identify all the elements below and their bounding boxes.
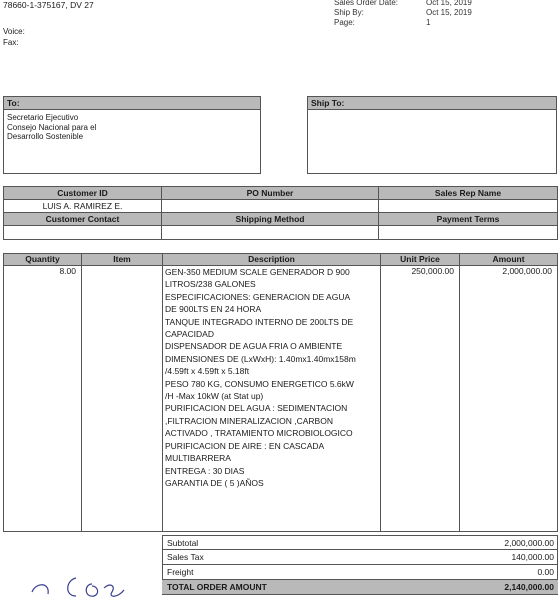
customer-contact-header: Customer Contact — [45, 214, 120, 224]
description-line: PURIFICACION DEL AGUA : SEDIMENTACION — [165, 403, 348, 414]
total-value: 2,140,000.00 — [504, 582, 554, 592]
freight-value: 0.00 — [537, 567, 554, 577]
description-line: ACTIVADO , TRATAMIENTO MICROBIOLOGICO — [165, 428, 353, 439]
sales-order-date-value: Oct 15, 2019 — [426, 0, 472, 7]
customer-info-table — [3, 186, 558, 240]
total-row — [162, 580, 558, 595]
ship-to-box — [307, 96, 557, 174]
subtotal-row — [162, 535, 558, 550]
description-header: Description — [248, 254, 295, 264]
unit-price-header: Unit Price — [400, 254, 440, 264]
description-line: MULTIBARRERA — [165, 453, 231, 464]
description-line: GEN-350 MEDIUM SCALE GENERADOR D 900 — [165, 267, 350, 277]
description-line: ,FILTRACION MINERALIZACION ,CARBON — [165, 415, 333, 426]
ship-to-label: Ship To: — [308, 97, 556, 110]
subtotal-label: Subtotal — [167, 538, 199, 548]
tax-id: 78660-1-375167, DV 27 — [3, 0, 94, 10]
total-label: TOTAL ORDER AMOUNT — [167, 582, 267, 592]
description-line: PESO 780 KG, CONSUMO ENERGETICO 5.6kW — [165, 378, 354, 389]
fax-label: Fax: — [3, 38, 19, 47]
ship-by-value: Oct 15, 2019 — [426, 8, 472, 17]
page-number: 1 — [426, 18, 431, 27]
description-line: ESPECIFICACIONES: GENERACION DE AGUA — [165, 291, 351, 302]
customer-id-header: Customer ID — [57, 188, 108, 198]
payment-terms-header: Payment Terms — [436, 214, 500, 224]
items-table — [3, 253, 558, 532]
item-amount: 2,000,000.00 — [502, 266, 552, 276]
description-line: DISPENSADOR DE AGUA FRIA O AMBIENTE — [165, 341, 343, 352]
sales-order-date-label: Sales Order Date: — [334, 0, 399, 7]
sales-tax-row — [162, 550, 558, 565]
sales-tax-label: Sales Tax — [167, 552, 204, 562]
to-line: Consejo Nacional para el — [7, 122, 97, 132]
quantity-header: Quantity — [25, 254, 60, 264]
description-line: GARANTIA DE ( 5 )AÑOS — [165, 477, 264, 488]
to-line: Secretario Ejecutivo — [7, 113, 79, 122]
amount-header: Amount — [492, 254, 525, 264]
subtotal-value: 2,000,000.00 — [504, 538, 554, 548]
signature — [28, 568, 158, 600]
item-quantity: 8.00 — [59, 266, 76, 276]
sales-rep-header: Sales Rep Name — [434, 188, 502, 198]
description-line: /4.59ft x 4.59ft x 5.18ft — [165, 366, 250, 377]
ship-by-label: Ship By: — [334, 8, 364, 17]
to-line: Desarrollo Sostenible — [7, 132, 84, 141]
description-line: ENTREGA : 30 DIAS — [165, 465, 245, 476]
description-line: /H -Max 10kW (at Stat up) — [165, 391, 264, 402]
description-line: TANQUE INTEGRADO INTERNO DE 200LTS DE — [165, 316, 354, 327]
item-header: Item — [113, 254, 131, 264]
description-line: DE 900LTS EN 24 HORA — [165, 304, 262, 315]
item-description — [165, 266, 356, 489]
to-box — [3, 96, 261, 174]
freight-label: Freight — [167, 567, 194, 577]
description-line: LITROS/238 GALONES — [165, 279, 256, 290]
shipping-method-header: Shipping Method — [235, 214, 305, 224]
freight-row — [162, 565, 558, 580]
to-label: To: — [4, 97, 260, 110]
description-line: CAPACIDAD — [165, 329, 214, 340]
customer-id-value: LUIS A. RAMIREZ E. — [42, 201, 123, 211]
voice-label: Voice: — [3, 27, 25, 36]
sales-tax-value: 140,000.00 — [511, 552, 554, 562]
page-label: Page: — [334, 18, 355, 27]
description-line: DIMENSIONES DE (LxWxH): 1.40mx1.40mx158m — [165, 353, 356, 364]
item-unit-price: 250,000.00 — [411, 266, 454, 276]
description-line: PURIFICACION DE AIRE : EN CASCADA — [165, 440, 325, 451]
po-number-header: PO Number — [246, 188, 294, 198]
